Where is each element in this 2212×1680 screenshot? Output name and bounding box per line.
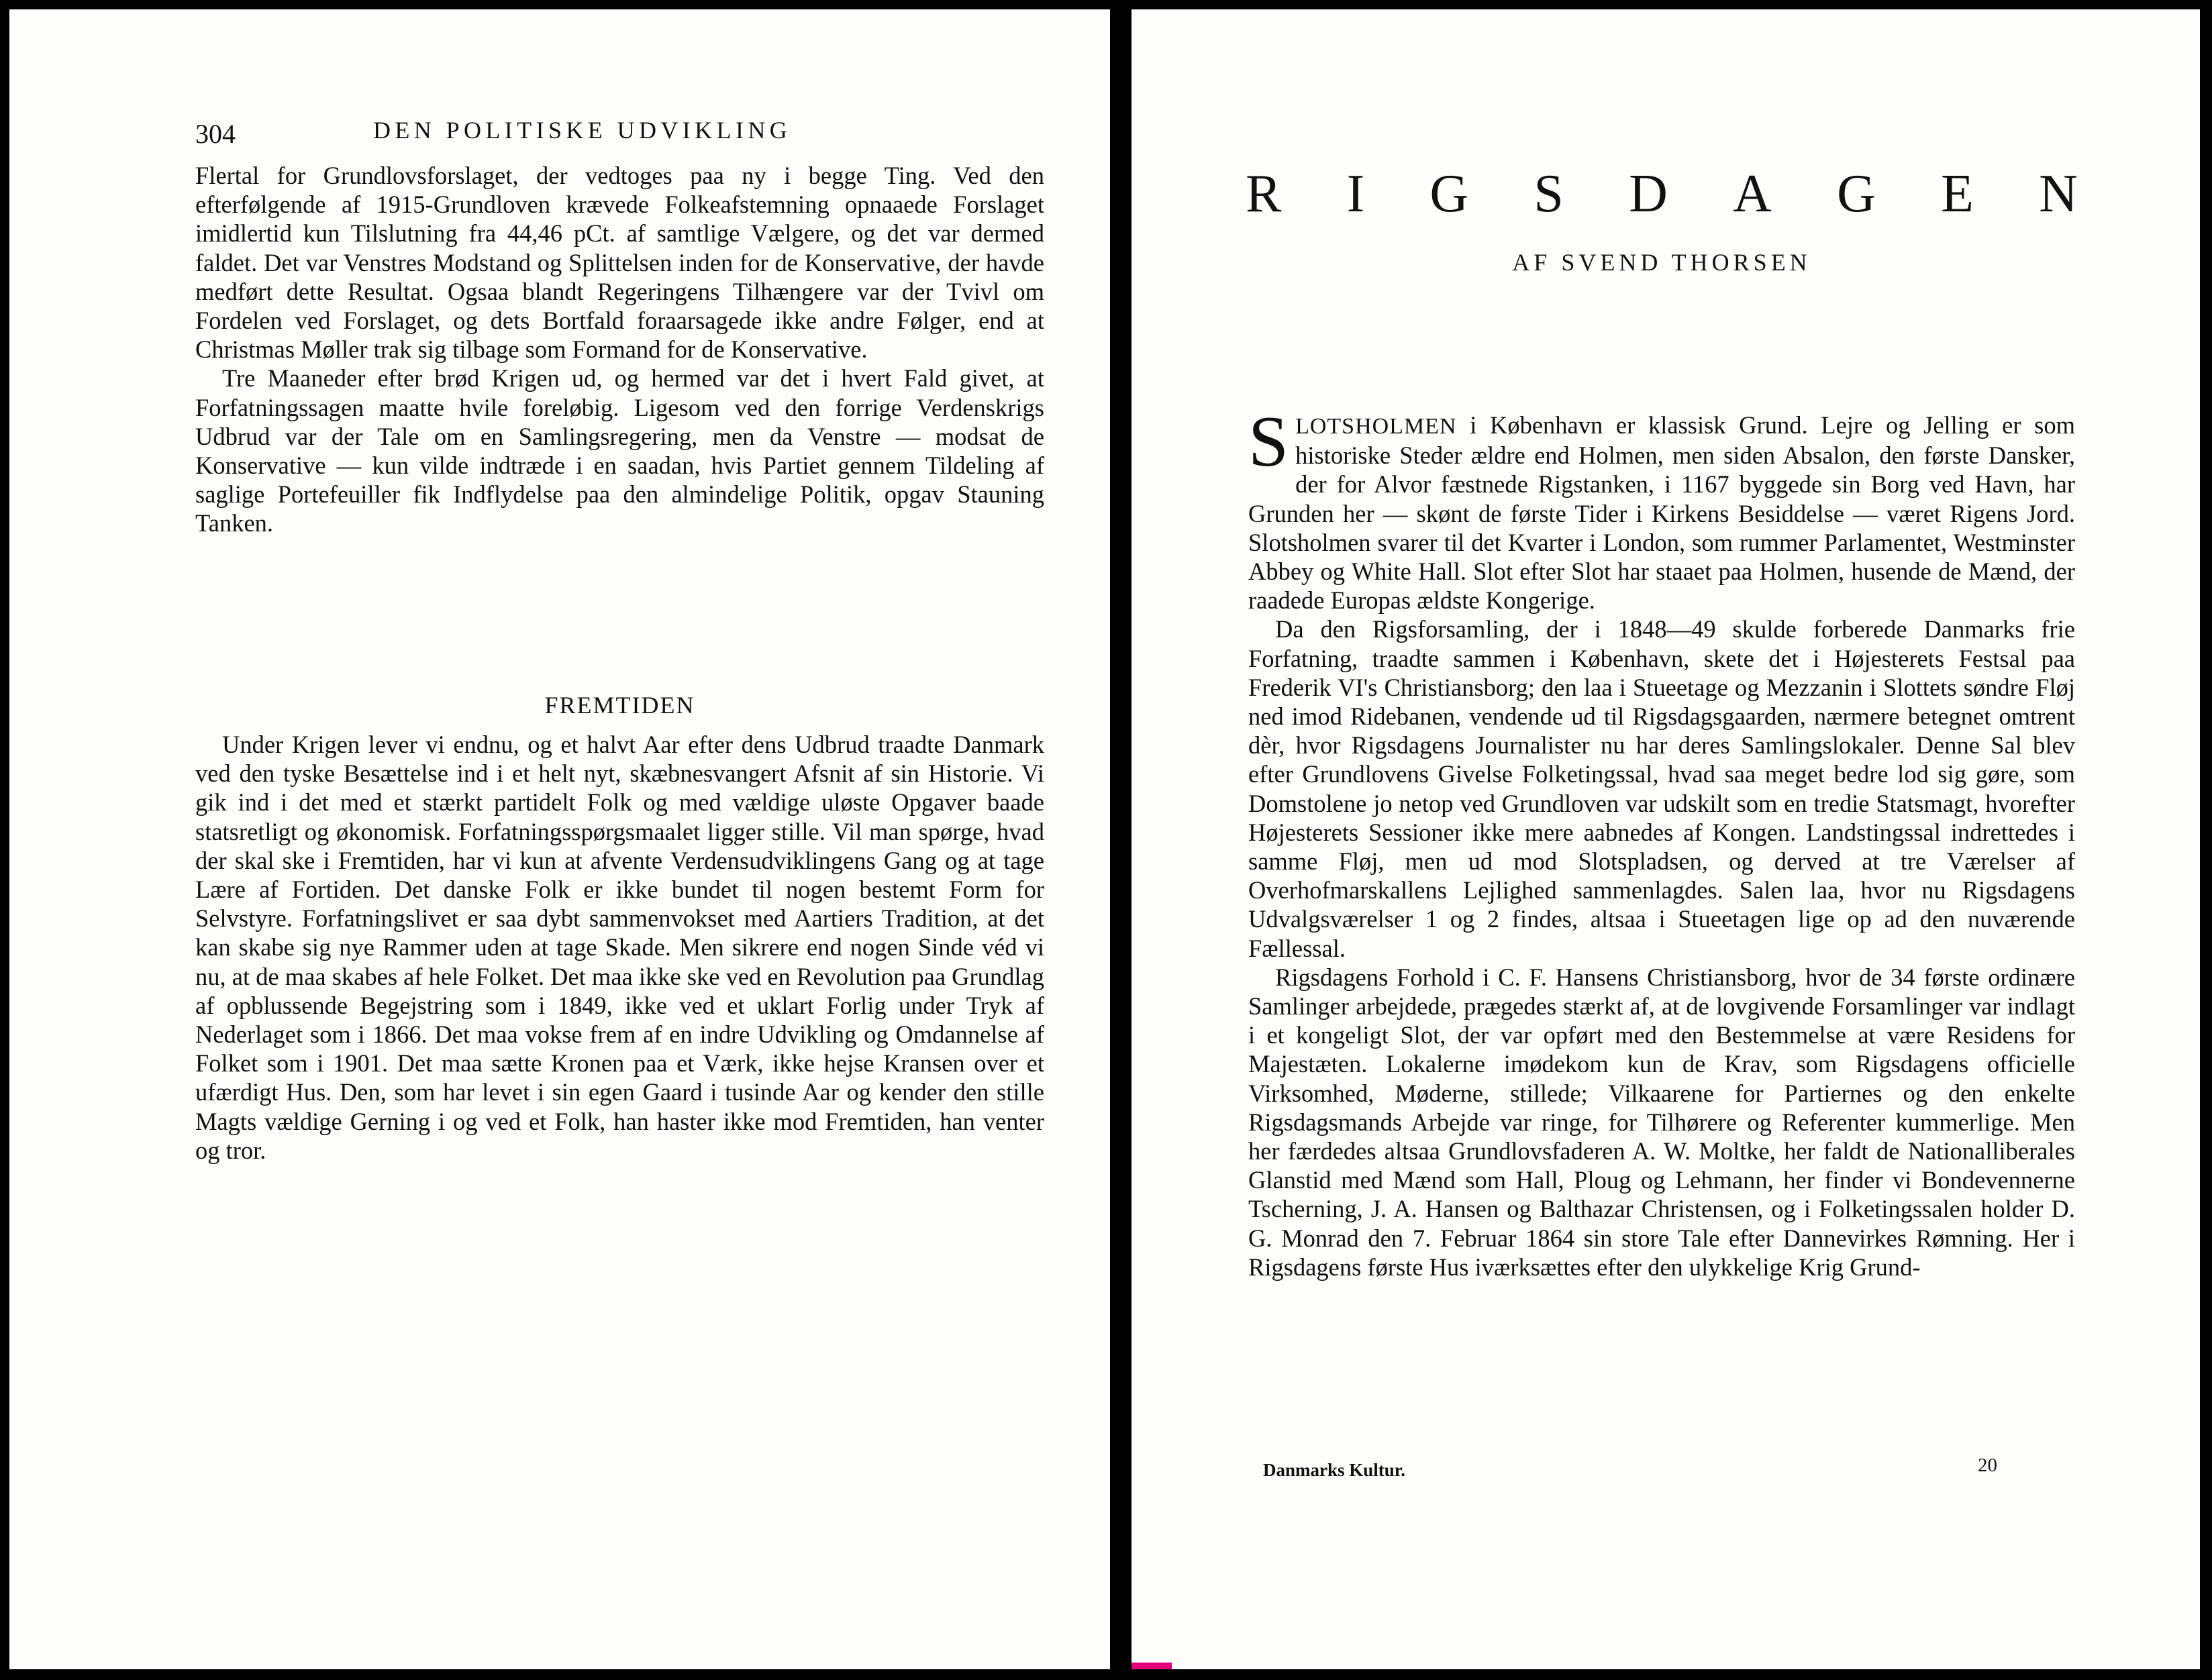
chapter-title-letter: D <box>1629 164 1668 223</box>
chapter-title-letter: E <box>1941 164 1974 223</box>
chapter-title-letter: R <box>1246 164 1282 223</box>
right-page <box>1132 9 2200 1669</box>
chapter-title-letter: N <box>2039 164 2078 223</box>
opening-paragraph <box>1248 402 2075 615</box>
paragraph: Rigsdagens Forhold i C. F. Hansens Christiansborg, hvor de 34 første ordinære Samlinger arbejdede, prægedes stærkt af, at de lovgivende Forsamlinger var indlagt i et kongeligt Slot, der var opført med den Bestemmelse at være Residens for Majestæten. Lokalerne imødekom kun de Krav, som Rigsdagens officielle Virksomhed, Møderne, stillede; Vilkaarene for Partiernes og den enkelte Rigsdagsmands Arbejde var ringe, for Tilhørere og Referenter kummerlige. Men her færdedes altsaa Grundlovsfaderen A. W. Moltke, her faldt de Nationalliberales Glanstid med Mænd som Hall, Ploug og Lehmann, her finder vi Bondevennerne Tscherning, J. A. Hansen og Balthazar Christensen, og i Folketingssalen holder D. G. Monrad den 7. Februar 1864 sin store Tale efter Dannevirkes Rømning. Her i Rigsdagens første Hus iværksættes efter den ulykkelige Krig Grund- <box>1248 963 2075 1281</box>
chapter-title-letter: G <box>1837 164 1876 223</box>
paragraph: Under Krigen lever vi endnu, og et halvt Aar efter dens Udbrud traadte Danmark ved den tyske Besættelse ind i et helt nyt, skæbnesvangert Afsnit af sin Historie. Vi gik ind i det med et stærkt partidelt Folk og med vældige uløste Opgaver baade statsretligt og økonomisk. Forfatningsspørgsmaalet ligger stille. Vil man spørge, hvad der skal ske i Fremtiden, har vi kun at afvente Verdensudviklingens Gang og at tage Lære af Fortiden. Det danske Folk er ikke bundet til nogen bestemt Form for Selvstyre. Forfatningslivet er saa dybt sammenvokset med Aartiers Tradition, at det kan skabe sig nye Rammer uden at tage Skade. Men sikrere end nogen Sinde véd vi nu, at de maa skabes af hele Folket. Det maa ikke ske ved en Revolution paa Grundlag af opblussende Begejstring som i 1849, ikke ved et uklart Forlig under Tryk af Nederlaget som i 1866. Det maa vokse frem af en indre Udvikling og Omdannelse af Folket som i 1901. Det maa sætte Kronen paa et Værk, ikke hejse Kransen over et ufærdigt Hus. Den, som har levet i sin egen Gaard i tusinde Aar og kender den stille Magts vældige Gerning i og ved et Folk, han haster ikke mod Fremtiden, han venter og tror. <box>195 731 1044 1164</box>
chapter-title-letter: A <box>1733 164 1772 223</box>
paragraph: Tre Maaneder efter brød Krigen ud, og hermed var det i hvert Fald givet, at Forfatningssagen maatte hvile foreløbig. Ligesom ved den forrige Verdenskrigs Udbrud var der Tale om en Samlingsregering, men da Venstre — modsat de Konservative — kun vilde indtræde i en saadan, hvis Partiet gennem Tildeling af saglige Portefeuiller fik Indflydelse paa den almindelige Politik, opgav Stauning Tanken. <box>195 364 1044 537</box>
chapter-title <box>1246 164 2078 224</box>
paragraph: Da den Rigsforsamling, der i 1848—49 skulde forberede Danmarks frie Forfatning, traadte sammen i København, skete det i Højesterets Festsal paa Frederik VI's Christiansborg; den laa i Stueetage og Mezzanin i Slottets søndre Fløj ned imod Ridebanen, vendende ud til Rigsdagsgaarden, nærmere betegnet omtrent dèr, hvor Rigsdagens Journalister nu har deres Samlingslokaler. Denne Sal blev efter Grundlovens Givelse Folketingssal, hvad saa meget bedre lod sig gøre, som Domstolene jo netop ved Grundloven var udskilt som en tredie Statsmagt, hvorefter Højesterets Sessioner ikke mere aabnedes af Kongen. Landstingssal indrettedes i samme Fløj, men ud mod Slotspladsen, og derved at tre Værelser af Overhofmarskallens Lejlighed sammenlagdes. Salen laa, hvor nu Rigsdagens Udvalgsværelser 1 og 2 findes, altsaa i Stueetagen lige op ad den nuværende Fællessal. <box>1248 615 2075 962</box>
first-word-small-caps: LOTSHOLMEN <box>1295 414 1457 439</box>
page-number: 304 <box>195 119 236 149</box>
byline: AF SVEND THORSEN <box>1512 249 1811 276</box>
chapter-title-letter: I <box>1346 164 1365 223</box>
left-page <box>9 9 1110 1669</box>
signature-number: 20 <box>1978 1455 1997 1476</box>
left-body-text-a <box>195 161 1044 538</box>
chapter-title-letter: G <box>1429 164 1469 223</box>
chapter-title-letter: S <box>1534 164 1564 223</box>
section-heading: FREMTIDEN <box>544 692 695 719</box>
color-marker <box>1132 1663 1172 1669</box>
paragraph: Flertal for Grundlovsforslaget, der vedtoges paa ny i begge Ting. Ved den efterfølgende af 1915-Grundloven krævede Folkeafstemning opnaaede Forslaget imidlertid kun Tilslutning fra 44,46 pCt. af samtlige Vælgere, og det var dermed faldet. Det var Venstres Modstand og Splittelsen inden for de Konservative, der havde medført dette Resultat. Ogsaa blandt Regeringens Tilhængere var der Tvivl om Fordelen ved Forslaget, og dets Bortfald foraarsagede ikke andre Følger, end at Christmas Møller trak sig tilbage som Formand for de Konservative. <box>195 162 1044 364</box>
opening-paragraph-text: i København er klassisk Grund. Lejre og Jelling er som historiske Steder ældre end Holmen, men siden Absalon, den første Dansker, der for Alvor fæstnede Rigstanken, i 1167 byggede sin Borg ved Havn, har Grunden her — skønt de første Tider i Kirkens Besiddelse — været Rigens Jord. Slotsholmen svarer til det Kvarter i London, som rummer Parlamentet, Westminster Abbey og White Hall. Slot efter Slot har staaet paa Holmen, husende de Mænd, der raadede Europas ældste Kongerige. <box>1248 411 2075 615</box>
running-title: DEN POLITISKE UDVIKLING <box>373 117 792 144</box>
drop-cap: S <box>1248 402 1289 482</box>
right-body-text <box>1248 402 2075 1281</box>
left-body-text-b <box>195 730 1044 1165</box>
footer-signature: Danmarks Kultur. <box>1263 1460 1406 1480</box>
